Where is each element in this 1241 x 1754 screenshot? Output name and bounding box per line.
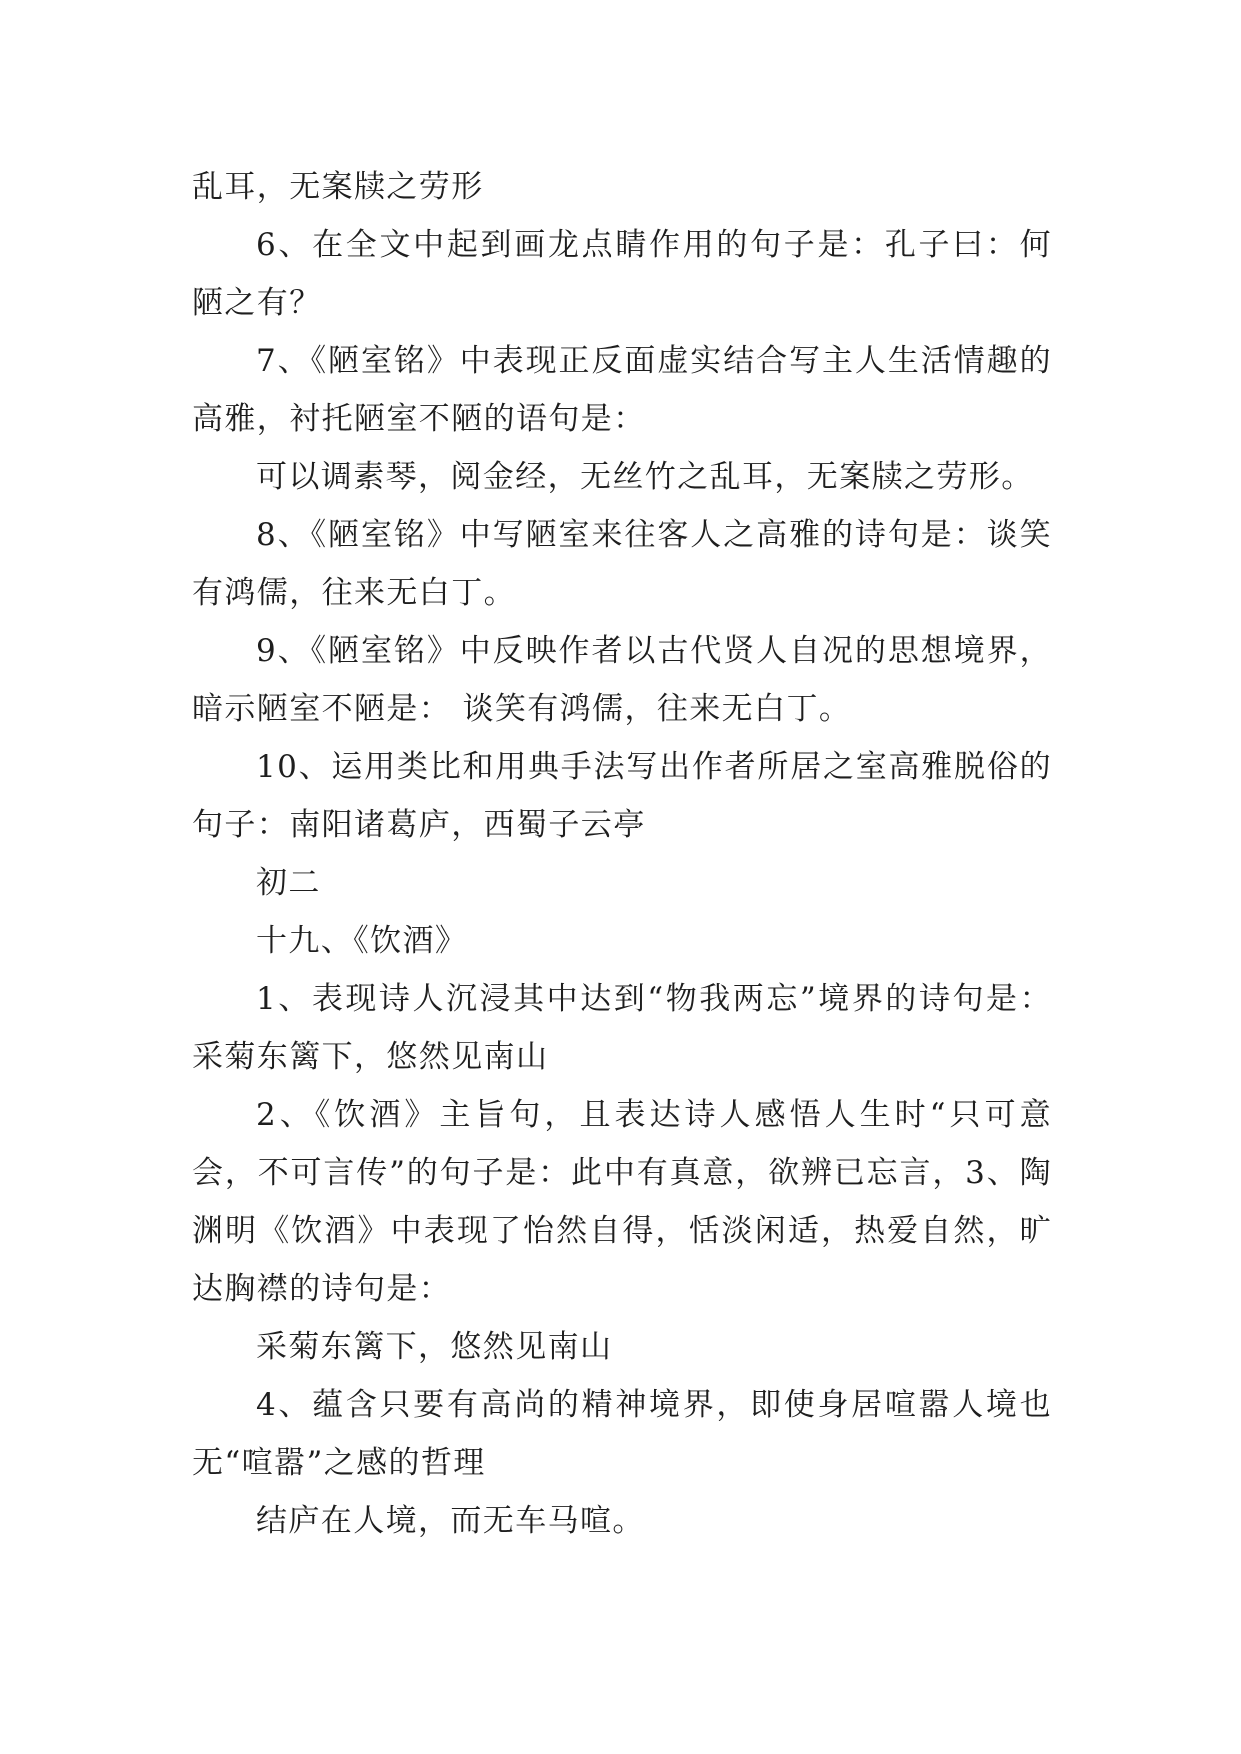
paragraph-continuation: 乱耳，无案牍之劳形 [192,169,484,205]
paragraph-item-7: 7、《陋室铭》中表现正反面虚实结合写主人生活情趣的高雅，衬托陋室不陋的语句是： [192,343,1052,437]
paragraph-answer-7: 可以调素琴，阅金经，无丝竹之乱耳，无案牍之劳形。 [256,459,1034,495]
paragraph-item-10: 10、运用类比和用典手法写出作者所居之室高雅脱俗的句子：南阳诸葛庐，西蜀子云亭 [192,749,1052,843]
paragraph-poem-item-4: 4、蕴含只要有高尚的精神境界，即使身居喧嚣人境也无“喧嚣”之感的哲理 [192,1387,1052,1481]
section-grade-heading: 初二 [256,865,321,901]
paragraph-poem-answer-4: 结庐在人境，而无车马喧。 [256,1503,645,1539]
paragraph-item-6: 6、在全文中起到画龙点睛作用的句子是：孔子曰：何陋之有？ [192,227,1052,321]
paragraph-item-8: 8、《陋室铭》中写陋室来往客人之高雅的诗句是：谈笑有鸿儒，往来无白丁。 [192,517,1052,611]
paragraph-poem-answer-3: 采菊东篱下，悠然见南山 [256,1329,613,1365]
paragraph-item-9: 9、《陋室铭》中反映作者以古代贤人自况的思想境界，暗示陋室不陋是： 谈笑有鸿儒，往来无白丁。 [192,633,1052,727]
paragraph-poem-item-1: 1、表现诗人沉浸其中达到“物我两忘”境界的诗句是：采菊东篱下，悠然见南山 [192,981,1052,1075]
document-body [192,158,1052,1550]
paragraph-poem-item-2-3: 2、《饮酒》主旨句，且表达诗人感悟人生时“只可意会，不可言传”的句子是：此中有真意，欲辨已忘言，3、陶渊明《饮酒》中表现了怡然自得，恬淡闲适，热爱自然，旷达胸襟的诗句是： [192,1097,1052,1307]
section-poem-heading: 十九、《饮酒》 [256,923,468,959]
